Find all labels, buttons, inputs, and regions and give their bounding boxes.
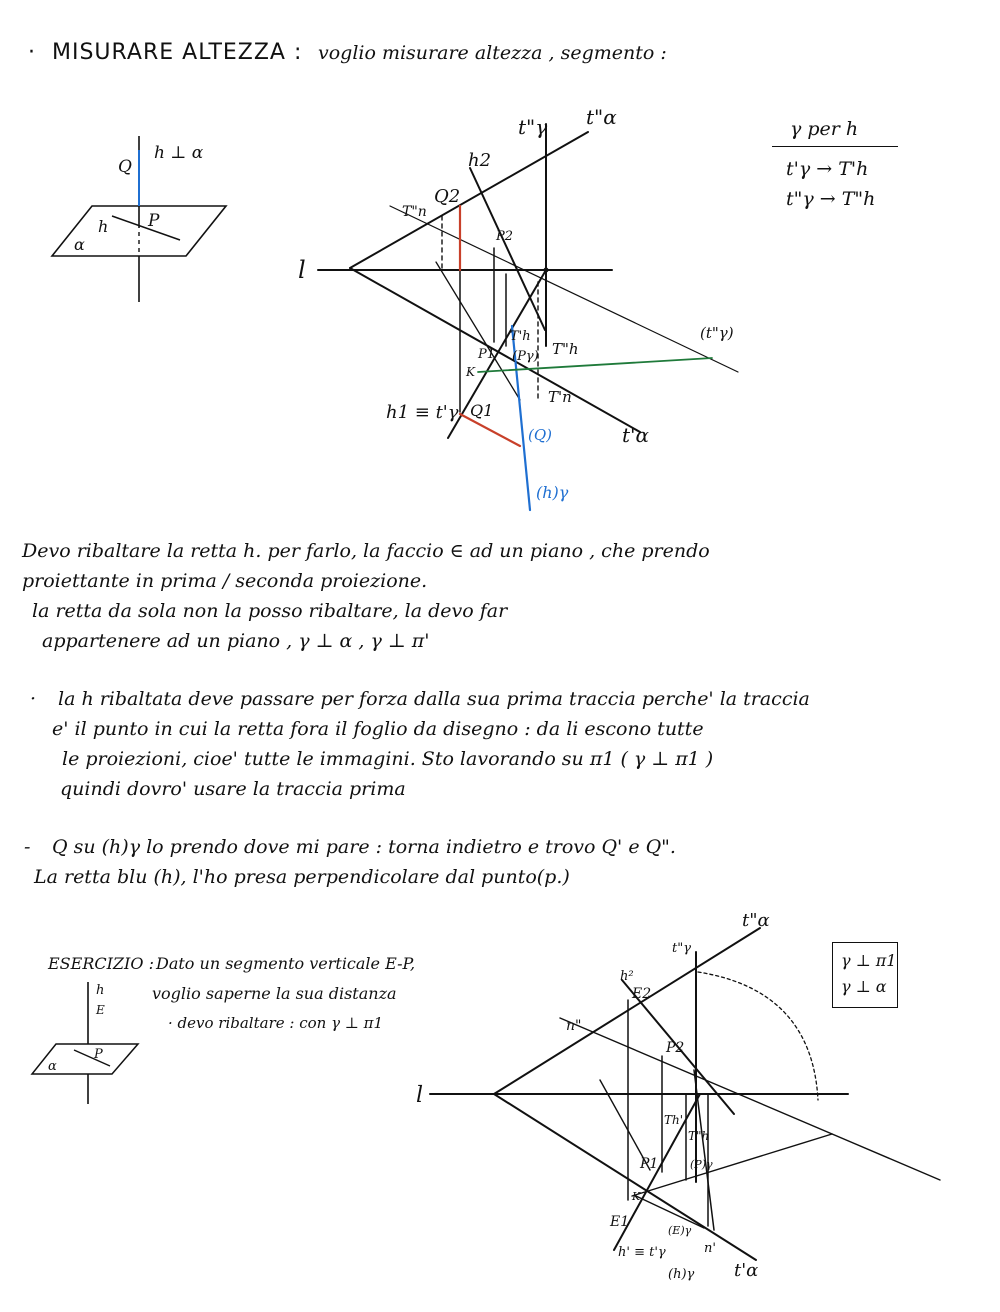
paragraph-2-line-1: la h ribaltata deve passare per forza dalla sua prima traccia perche' la traccia: [58, 688, 810, 710]
fig3-label-e2: E2: [632, 986, 652, 1002]
point-trace-origin: [544, 268, 549, 273]
note-box: [832, 942, 898, 1008]
paragraph-3-line-1: Q su (h)γ lo prendo dove mi pare : torna indietro e trovo Q' e Q".: [52, 836, 676, 858]
fig2-label-h2: h2: [468, 150, 492, 171]
exercise-label-e: E: [96, 1003, 105, 1017]
fig2-label-q2: Q2: [434, 186, 461, 207]
paragraph-3-dash: -: [24, 836, 31, 858]
exercise-line-2: voglio saperne la sua distanza: [152, 984, 397, 1003]
fig1-label-q: Q: [118, 157, 132, 177]
exercise-label-p: P: [94, 1047, 103, 1062]
fig3-label-pg: (P)γ: [690, 1158, 713, 1171]
figure-2: [298, 105, 738, 510]
fig3-label-n2: n": [566, 1018, 582, 1034]
exercise-label: ESERCIZIO :: [48, 954, 154, 973]
fig3-label-l: l: [416, 1083, 424, 1108]
paragraph-1-line-3: la retta da sola non la posso ribaltare, la devo far: [32, 600, 508, 622]
paragraph-3-line-2: La retta blu (h), l'ho presa perpendicolare dal punto(p.): [34, 866, 570, 888]
fig1-label-p: P: [148, 211, 160, 231]
fig3-label-e1: E1: [610, 1214, 630, 1230]
paragraph-2-bullet: ·: [30, 688, 37, 710]
paragraph-1-line-4: appartenere ad un piano , γ ⊥ α , γ ⊥ π': [42, 630, 430, 652]
fig2-label-th1: T'h: [510, 329, 531, 344]
fig3-label-h1: h' ≡ t'γ: [618, 1245, 666, 1260]
note-box-line-1: γ ⊥ π1: [841, 951, 897, 970]
fig3-trace-talpha2: [494, 928, 760, 1094]
paragraph-1-line-2: proiettante in prima / seconda proiezione.: [22, 570, 428, 592]
fig3-trace-talpha1: [494, 1094, 756, 1260]
fig2-label-th2: T"h: [552, 340, 579, 358]
header-bullet: ·: [28, 40, 36, 65]
legend-heading: γ per h: [790, 118, 859, 140]
exercise-label-alpha: α: [48, 1059, 57, 1074]
exercise-line-in-plane: [74, 1050, 110, 1066]
fig3-label-p2: P2: [666, 1040, 685, 1056]
fig2-label-talpha2: t"α: [586, 105, 617, 129]
fig2-label-talpha1: t'α: [622, 423, 650, 447]
fig3-rotation-arc: [698, 972, 818, 1100]
exercise-figure: [32, 982, 138, 1104]
fig2-label-k: K: [466, 365, 475, 379]
fig1-label-h: h: [98, 217, 109, 236]
paragraph-2-line-4: quindi dovro' usare la traccia prima: [60, 778, 406, 800]
page-title: MISURARE ALTEZZA :: [52, 40, 303, 65]
fig3-label-n1: n': [704, 1241, 716, 1256]
fig3-label-k: K: [632, 1190, 641, 1203]
fig3-label-hg: (h)γ: [668, 1267, 695, 1282]
fig2-label-p2: P2: [496, 229, 514, 244]
fig2-label-tgamma2: t"γ: [518, 115, 548, 139]
fig3-label-p1: P1: [640, 1156, 659, 1172]
exercise-line-1: Dato un segmento verticale E-P,: [156, 954, 416, 973]
fig2-label-hrot: (h)γ: [536, 483, 569, 502]
paragraph-2-line-3: le proiezioni, cioe' tutte le immagini. Sto lavorando su π1 ( γ ⊥ π1 ): [62, 748, 714, 770]
fig3-label-talpha2: t"α: [742, 910, 770, 931]
fig2-label-p1: P1: [478, 347, 496, 362]
fig3-label-tgamma2: t"γ: [672, 941, 691, 956]
fig2-label-tn2: T"n: [402, 204, 427, 220]
figure-1: [52, 136, 226, 302]
fig2-label-tgamma-rot: (t"γ): [700, 324, 734, 342]
fig2-label-l: l: [298, 256, 306, 284]
note-box-line-2: γ ⊥ α: [841, 977, 887, 996]
fig1-label-h-perp: h ⊥ α: [154, 143, 204, 163]
paragraph-1-line-1: Devo ribaltare la retta h. per farlo, la faccio ∈ ad un piano , che prendo: [22, 540, 710, 562]
fig3-label-h2: h²: [620, 969, 634, 984]
fig2-label-q1: Q1: [470, 401, 494, 420]
fig3-label-th1: Th': [664, 1113, 684, 1127]
paragraph-2-line-2: e' il punto in cui la retta fora il foglio da disegno : da li escono tutte: [52, 718, 704, 740]
fig2-label-qrot: (Q): [528, 426, 553, 444]
fig3-label-th2: T"h: [688, 1129, 710, 1143]
legend-row-1: t'γ → T'h: [786, 158, 869, 180]
fig3-line-n2: [560, 1018, 940, 1180]
line-p-projection: [436, 262, 520, 400]
fig3-label-talpha1: t'α: [734, 1260, 759, 1281]
exercise-label-h: h: [96, 983, 105, 998]
exercise-line-3: · devo ribaltare : con γ ⊥ π1: [168, 1014, 384, 1032]
legend-row-2: t"γ → T"h: [786, 188, 876, 210]
fig1-label-alpha: α: [74, 235, 85, 254]
fig2-label-h1: h1 ≡ t'γ: [386, 402, 459, 423]
fig2-label-pg: (Pγ): [512, 349, 539, 364]
fig2-label-tn1: T'n: [548, 388, 572, 406]
line-in-plane: [112, 216, 180, 240]
page-subtitle: voglio misurare altezza , segmento :: [318, 42, 667, 64]
fig3-label-eg: (E)γ: [668, 1224, 692, 1237]
